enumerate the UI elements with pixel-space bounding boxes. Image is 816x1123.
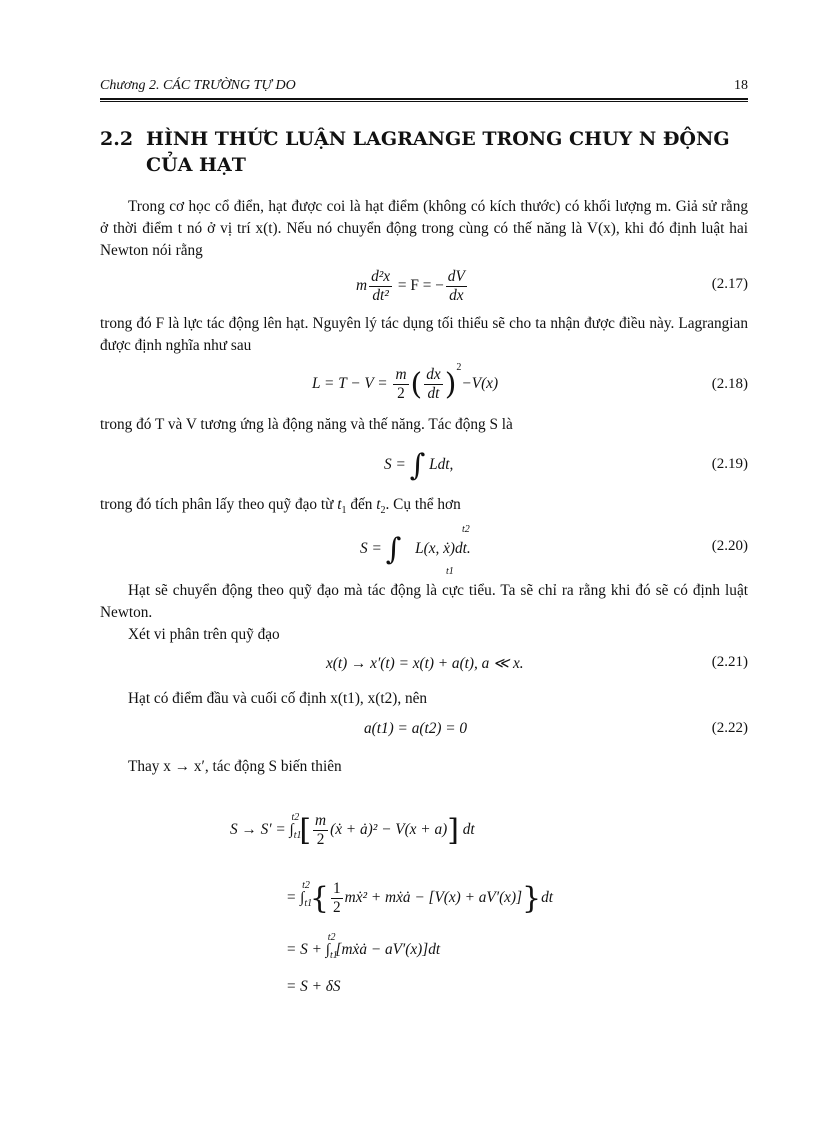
- equation-2-17: [100, 264, 748, 308]
- section-number: 2.2: [100, 128, 134, 150]
- derivation-line-1: [100, 804, 748, 854]
- equation-2-18: [100, 362, 748, 408]
- header-rule-thin: [100, 101, 748, 102]
- bracket-open: [: [299, 813, 312, 848]
- equation-number: (2.22): [711, 720, 748, 736]
- equation-2-21: [100, 654, 748, 678]
- equation-number: (2.21): [711, 654, 748, 670]
- fraction-numerator: d²x: [371, 268, 391, 285]
- fraction-denominator: dx: [449, 287, 464, 304]
- eq-lhs: S =: [360, 540, 382, 558]
- paragraph-7: Hạt có điểm đầu và cuối cố định x(t1), x(t2), nên: [128, 690, 428, 707]
- integral-lower-limit: t1: [293, 830, 302, 842]
- paren-open: (: [410, 367, 423, 402]
- equation-number: (2.18): [711, 376, 748, 392]
- eq-body: (ẋ + ȧ)² − V(x + a): [330, 821, 448, 839]
- equation-2-20: [100, 522, 748, 577]
- equation-number: (2.20): [711, 538, 748, 554]
- fraction-denominator: dt: [427, 385, 440, 402]
- eq-tail: dt: [462, 821, 475, 839]
- eq-lhs: = ∫: [286, 889, 305, 907]
- eq-lhs: S =: [384, 456, 406, 474]
- fraction-denominator: 2: [316, 831, 325, 848]
- eq-var: m: [356, 277, 368, 295]
- fraction-numerator: dV: [447, 268, 465, 285]
- eq-tail: −V(x): [461, 375, 499, 393]
- header-rule: [100, 98, 748, 100]
- paragraph-1: Trong cơ học cổ điển, hạt được coi là hạt điểm (không có kích thước) có khối lượng m. Giả sử rằng ở thời điểm t nó ở vị trí x(t). Nếu nó chuyển động trong cùng có thế năng là V(x), khi đó định luật hai Newton nói rằng: [100, 198, 748, 259]
- integral-upper-limit: t2: [462, 524, 470, 535]
- fraction: [369, 268, 392, 305]
- paragraph-8: Thay x → x′, tác động S biến thiên: [128, 758, 342, 775]
- fraction: [331, 880, 343, 917]
- fraction-numerator: m: [395, 366, 407, 383]
- integral-upper-limit: t2: [302, 879, 310, 891]
- integral-lower-limit: t1: [304, 898, 313, 910]
- eq-body: = S + δS: [286, 978, 341, 995]
- equation-number: (2.17): [711, 276, 748, 292]
- equation-2-19: [100, 446, 748, 486]
- eq-lhs: L = T − V =: [312, 375, 388, 393]
- page-number: 18: [734, 78, 748, 93]
- exponent: 2: [456, 361, 462, 373]
- eq-body: a(t1) = a(t2) = 0: [364, 720, 468, 737]
- eq-body: x(t) → x′(t) = x(t) + a(t), a ≪ x.: [326, 655, 524, 672]
- eq-lhs: S → S′ = ∫: [230, 821, 294, 839]
- fraction: [446, 268, 467, 305]
- integral-upper-limit: t2: [291, 811, 300, 823]
- eq-lhs: = S + ∫: [286, 941, 330, 959]
- integral-lower-limit: t1: [446, 566, 454, 577]
- paragraph-6: Xét vi phân trên quỹ đạo: [128, 626, 280, 643]
- fraction-denominator: dt²: [372, 287, 389, 304]
- paragraph-5: Hạt sẽ chuyển động theo quỹ đạo mà tác động là cực tiểu. Ta sẽ chỉ ra rằng khi đó sẽ có định luật Newton.: [100, 582, 748, 621]
- brace-close: }: [522, 881, 542, 916]
- equation-number: (2.19): [711, 456, 748, 472]
- fraction-numerator: 1: [333, 880, 341, 897]
- eq-body: L(x, ẋ)dt.: [415, 540, 471, 558]
- derivation-line-4: [100, 978, 748, 1002]
- brace-open: {: [309, 881, 329, 916]
- integral-lower-limit: t1: [329, 950, 338, 962]
- equation-2-22: [100, 720, 748, 744]
- paragraph-3: trong đó T và V tương ứng là động năng và thế năng. Tác động S là: [100, 416, 513, 433]
- bracket-close: ]: [447, 813, 459, 848]
- paragraph-4: trong đó tích phân lấy theo quỹ đạo từ $t_1$ đến $t_2$. Cụ thể hơn: [100, 496, 461, 517]
- eq-body: mẋ² + mẋȧ − [V(x) + aV′(x)]: [344, 889, 523, 907]
- fraction: [313, 812, 328, 849]
- eq-middle: = F = −: [397, 277, 444, 295]
- integral-sign: ∫: [409, 448, 426, 483]
- chapter-title: Chương 2. CÁC TRƯỜNG TỰ DO: [100, 78, 296, 93]
- derivation-line-3: [100, 932, 748, 966]
- paragraph-2: trong đó F là lực tác động lên hạt. Nguyên lý tác dụng tối thiểu sẽ cho ta nhận được điều này. Lagrangian được định nghĩa như sau: [100, 315, 748, 354]
- section-title: HÌNH THỨC LUẬN LAGRANGE TRONG CHUY N ĐỘNG CỦA HẠT: [146, 128, 730, 176]
- fraction: [393, 366, 408, 403]
- fraction-denominator: 2: [333, 899, 341, 916]
- eq-body: [mẋȧ − aV′(x)]dt: [335, 941, 441, 959]
- running-header: [100, 78, 748, 96]
- integral-sign: ∫: [385, 532, 402, 567]
- integral-upper-limit: t2: [327, 932, 336, 943]
- fraction-denominator: 2: [397, 385, 405, 402]
- fraction: [424, 366, 442, 403]
- derivation-line-2: [100, 874, 748, 924]
- eq-tail: dt: [541, 889, 554, 907]
- fraction-numerator: m: [315, 812, 327, 829]
- fraction-numerator: dx: [426, 366, 441, 383]
- eq-body: Ldt,: [429, 456, 454, 474]
- paren-close: ): [444, 367, 457, 402]
